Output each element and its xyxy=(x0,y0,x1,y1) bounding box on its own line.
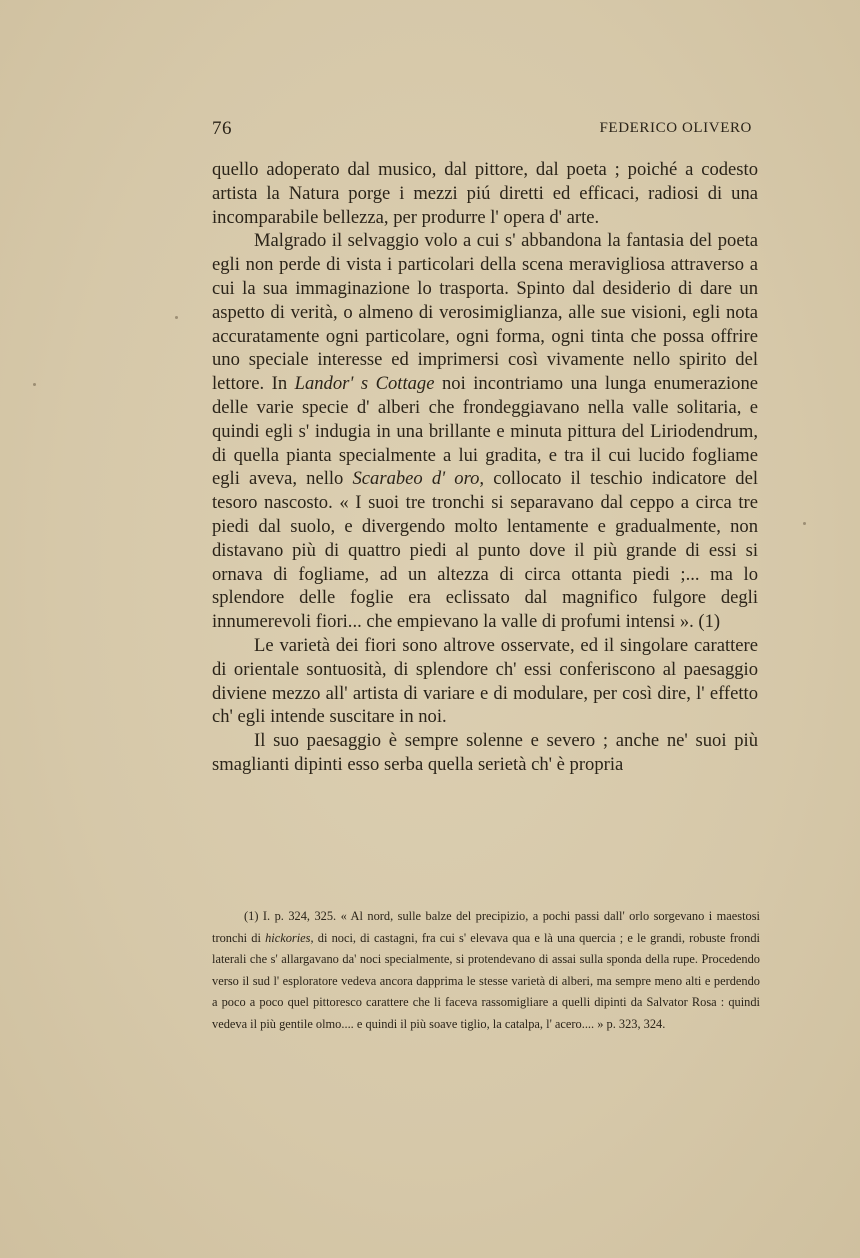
title-scarabeo-doro: Scarabeo d' oro, xyxy=(352,468,485,490)
title-landors-cottage: Landor' s Cottage xyxy=(294,373,435,395)
page-number: 76 xyxy=(212,118,232,139)
running-header xyxy=(212,118,752,142)
paragraph-1: quello adoperato dal musico, dal pittore, dal poeta ; poiché a codesto artista la Natura porge i mezzi piú diretti ed efficaci, radiosi di una incomparabile bellezza, per produrre l' opera d' arte. xyxy=(212,159,758,228)
paper-speck xyxy=(175,316,178,319)
paragraph-2-part-c: collocato il teschio indicatore del tesoro nascosto. « I suoi tre tronchi si separavano dal ceppo a circa tre piedi dal suolo, e divergendo molto lentamente e gradualmente, non distavano più di quattro piedi al punto dove il più grande di essi si ornava di fogliame, ad un altezza di circa ottanta piedi ;... ma lo splendore delle foglie era eclissato dal magnifico fulgore degli innumerevoli fiori... che empievano la valle di profumi intensi ». (1) xyxy=(212,468,758,633)
footnote-part-b: di noci, di castagni, fra cui s' elevava qua e là una quercia ; e le grandi, robuste frondi laterali che s' allargavano da' noci specialmente, si protendevano di assai sulla sponda della rupe. Procedendo verso il sud l' esploratore vedeva ancora dapprima le stesse varietà di alberi, ma sempre meno alti e perdendo a poco a poco quel pittoresco carattere che li faceva rassomigliare a quelli dipinti da Salvator Rosa : quindi vedeva il più gentile olmo.... e quindi il più soave tiglio, la catalpa, l' acero.... » p. 323, 324. xyxy=(212,930,760,1031)
footnote xyxy=(212,906,760,1036)
paragraph-4: Il suo paesaggio è sempre solenne e severo ; anche ne' suoi più smaglianti dipinti esso serba quella serietà ch' è propria xyxy=(212,730,758,775)
running-title: FEDERICO OLIVERO xyxy=(599,120,752,136)
paragraph-2 xyxy=(212,229,758,634)
paper-speck xyxy=(803,522,806,525)
main-text xyxy=(212,158,758,777)
paragraph-2-part-a: Malgrado il selvaggio volo a cui s' abbandona la fantasia del poeta egli non perde di vista i particolari della scena meravigliosa attraverso a cui la sua immaginazione lo trasporta. Spinto dal desiderio di dare un aspetto di verità, o almeno di verosimiglianza, alle sue visioni, egli nota accuratamente ogni particolare, ogni forma, ogni tinta che possa offrire uno speciale interesse ed imprimersi così vivamente nello spirito del lettore. In xyxy=(212,230,758,395)
footnote-part-a: (1) I. p. 324, 325. « Al nord, sulle balze del precipizio, a pochi passi dall' orlo sorgevano i maestosi tronchi di xyxy=(212,909,760,945)
paragraph-3: Le varietà dei fiori sono altrove osservate, ed il singolare carattere di orientale sontuosità, di splendore ch' essi conferiscono al paesaggio diviene mezzo all' artista di variare e di modulare, per così dire, l' effetto ch' egli intende suscitare in noi. xyxy=(212,634,758,728)
footnote-1 xyxy=(212,906,760,1036)
paragraph-2-part-b: noi incontriamo una lunga enumerazione delle varie specie d' alberi che frondeggiavano nella valle solitaria, e quindi egli s' indugia in una brillante e minuta pittura del Liriodendrum, di quella pianta specialmente a lui gradita, e tra il cui lucido fogliame egli aveva, nello xyxy=(212,373,758,490)
footnote-italic-hickories: hickories, xyxy=(265,930,314,945)
paper-speck xyxy=(33,383,36,386)
